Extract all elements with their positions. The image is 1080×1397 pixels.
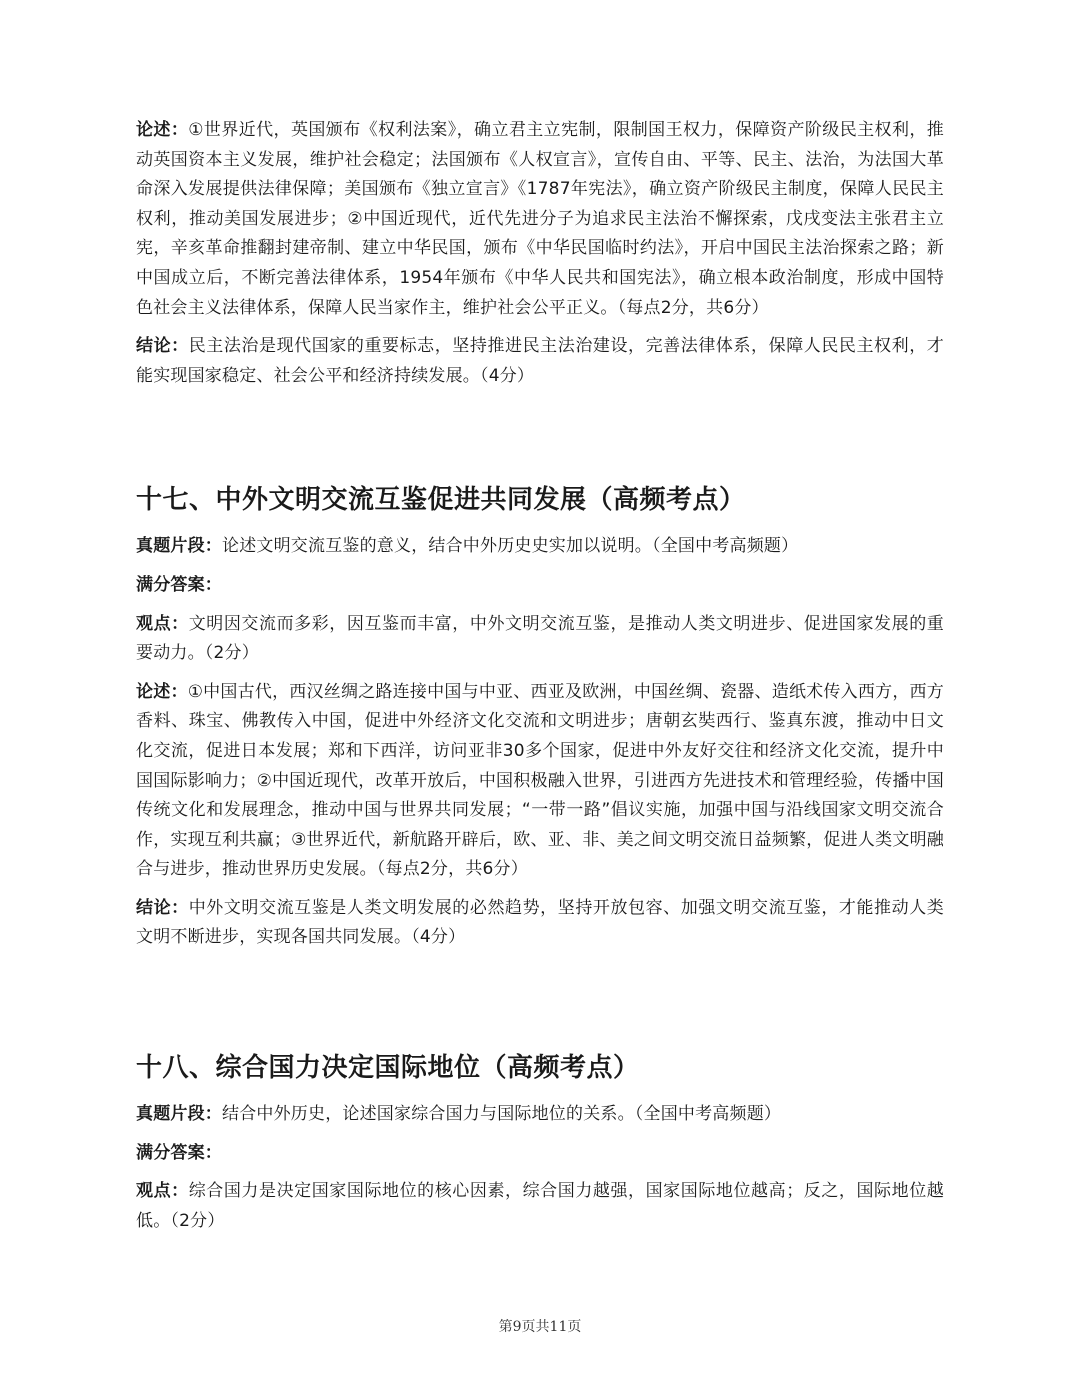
argument-text: ①世界近代，英国颁布《权利法案》，确立君主立宪制，限制国王权力，保障资产阶级民主权利，推动英国资本主义发展，维护社会稳定；法国颁布《人权宣言》，宣传自由、平等、民主、法治，为法国大革命深入发展提供法律保障；美国颁布《独立宣言》《1787年宪法》，确立资产阶级民主制度，保障人民民主权利，推动美国发展进步；②中国近现代，近代先进分子为追求民主法治不懈探索，戊戌变法主张君主立宪，辛亥革命推翻封建帝制、建立中华民国，颁布《中华民国临时约法》，开启中国民主法治探索之路；新中国成立后，不断完善法律体系，1954年颁布《中华人民共和国宪法》，确立根本政治制度，形成中国特色社会主义法律体系，保障人民当家作主，维护社会公平正义。（每点2分，共6分） bbox=[136, 120, 944, 318]
section-17-viewpoint bbox=[136, 610, 944, 669]
argument-label: 论述： bbox=[136, 120, 189, 140]
conclusion-text: 中外文明交流互鉴是人类文明发展的必然趋势，坚持开放包容、加强文明交流互鉴，才能推动人类文明不断进步，实现各国共同发展。（4分） bbox=[136, 897, 944, 948]
conclusion-label: 结论： bbox=[136, 897, 189, 918]
viewpoint-text: 综合国力是决定国家国际地位的核心因素，综合国力越强，国家国际地位越高；反之，国际地位越低。（2分） bbox=[136, 1181, 944, 1231]
argument-label: 论述： bbox=[136, 681, 188, 702]
viewpoint-label: 观点： bbox=[136, 1181, 189, 1202]
viewpoint-label: 观点： bbox=[136, 613, 189, 634]
page-number-footer: 第9页共11页 bbox=[498, 1319, 582, 1335]
full-answer-label: 满分答案： bbox=[136, 574, 222, 595]
document-page bbox=[136, 116, 944, 1245]
section-17-answer-label bbox=[136, 571, 944, 601]
full-answer-label: 满分答案： bbox=[136, 1142, 222, 1163]
section-17-argument bbox=[136, 678, 944, 885]
section-spacer bbox=[136, 400, 944, 480]
section-spacer bbox=[136, 962, 944, 1048]
section-18-question bbox=[136, 1100, 944, 1130]
section-17-conclusion bbox=[136, 894, 944, 953]
conclusion-label: 结论： bbox=[136, 336, 189, 357]
question-text: 论述文明交流互鉴的意义，结合中外历史史实加以说明。（全国中考高频题） bbox=[222, 536, 799, 557]
question-text: 结合中外历史，论述国家综合国力与国际地位的关系。（全国中考高频题） bbox=[222, 1104, 782, 1125]
argument-paragraph bbox=[136, 116, 944, 323]
section-18-viewpoint bbox=[136, 1177, 944, 1236]
question-label: 真题片段： bbox=[136, 1104, 222, 1125]
conclusion-paragraph bbox=[136, 332, 944, 391]
viewpoint-text: 文明因交流而多彩，因互鉴而丰富，中外文明交流互鉴，是推动人类文明进步、促进国家发展的重要动力。（2分） bbox=[136, 613, 944, 664]
question-label: 真题片段： bbox=[136, 536, 222, 557]
section-18-heading: 十八、综合国力决定国际地位（高频考点） bbox=[136, 1053, 640, 1084]
section-18-answer-label bbox=[136, 1139, 944, 1169]
section-17-heading: 十七、中外文明交流互鉴促进共同发展（高频考点） bbox=[136, 485, 746, 516]
argument-text: ①中国古代，西汉丝绸之路连接中国与中亚、西亚及欧洲，中国丝绸、瓷器、造纸术传入西方，西方香料、珠宝、佛教传入中国，促进中外经济文化交流和文明进步；唐朝玄奘西行、鉴真东渡，推动中日文化交流，促进日本发展；郑和下西洋，访问亚非30多个国家，促进中外友好交往和经济文化交流，提升中国国际影响力；②中国近现代，改革开放后，中国积极融入世界，引进西方先进技术和管理经验，传播中国传统文化和发展理念，推动中国与世界共同发展；“一带一路”倡议实施，加强中国与沿线国家文明交流合作，实现互利共赢；③世界近代，新航路开辟后，欧、亚、非、美之间文明交流日益频繁，促进人类文明融合与进步，推动世界历史发展。（每点2分，共6分） bbox=[136, 681, 944, 880]
conclusion-text: 民主法治是现代国家的重要标志，坚持推进民主法治建设，完善法律体系，保障人民民主权利，才能实现国家稳定、社会公平和经济持续发展。（4分） bbox=[136, 336, 944, 386]
section-17-question bbox=[136, 532, 944, 562]
